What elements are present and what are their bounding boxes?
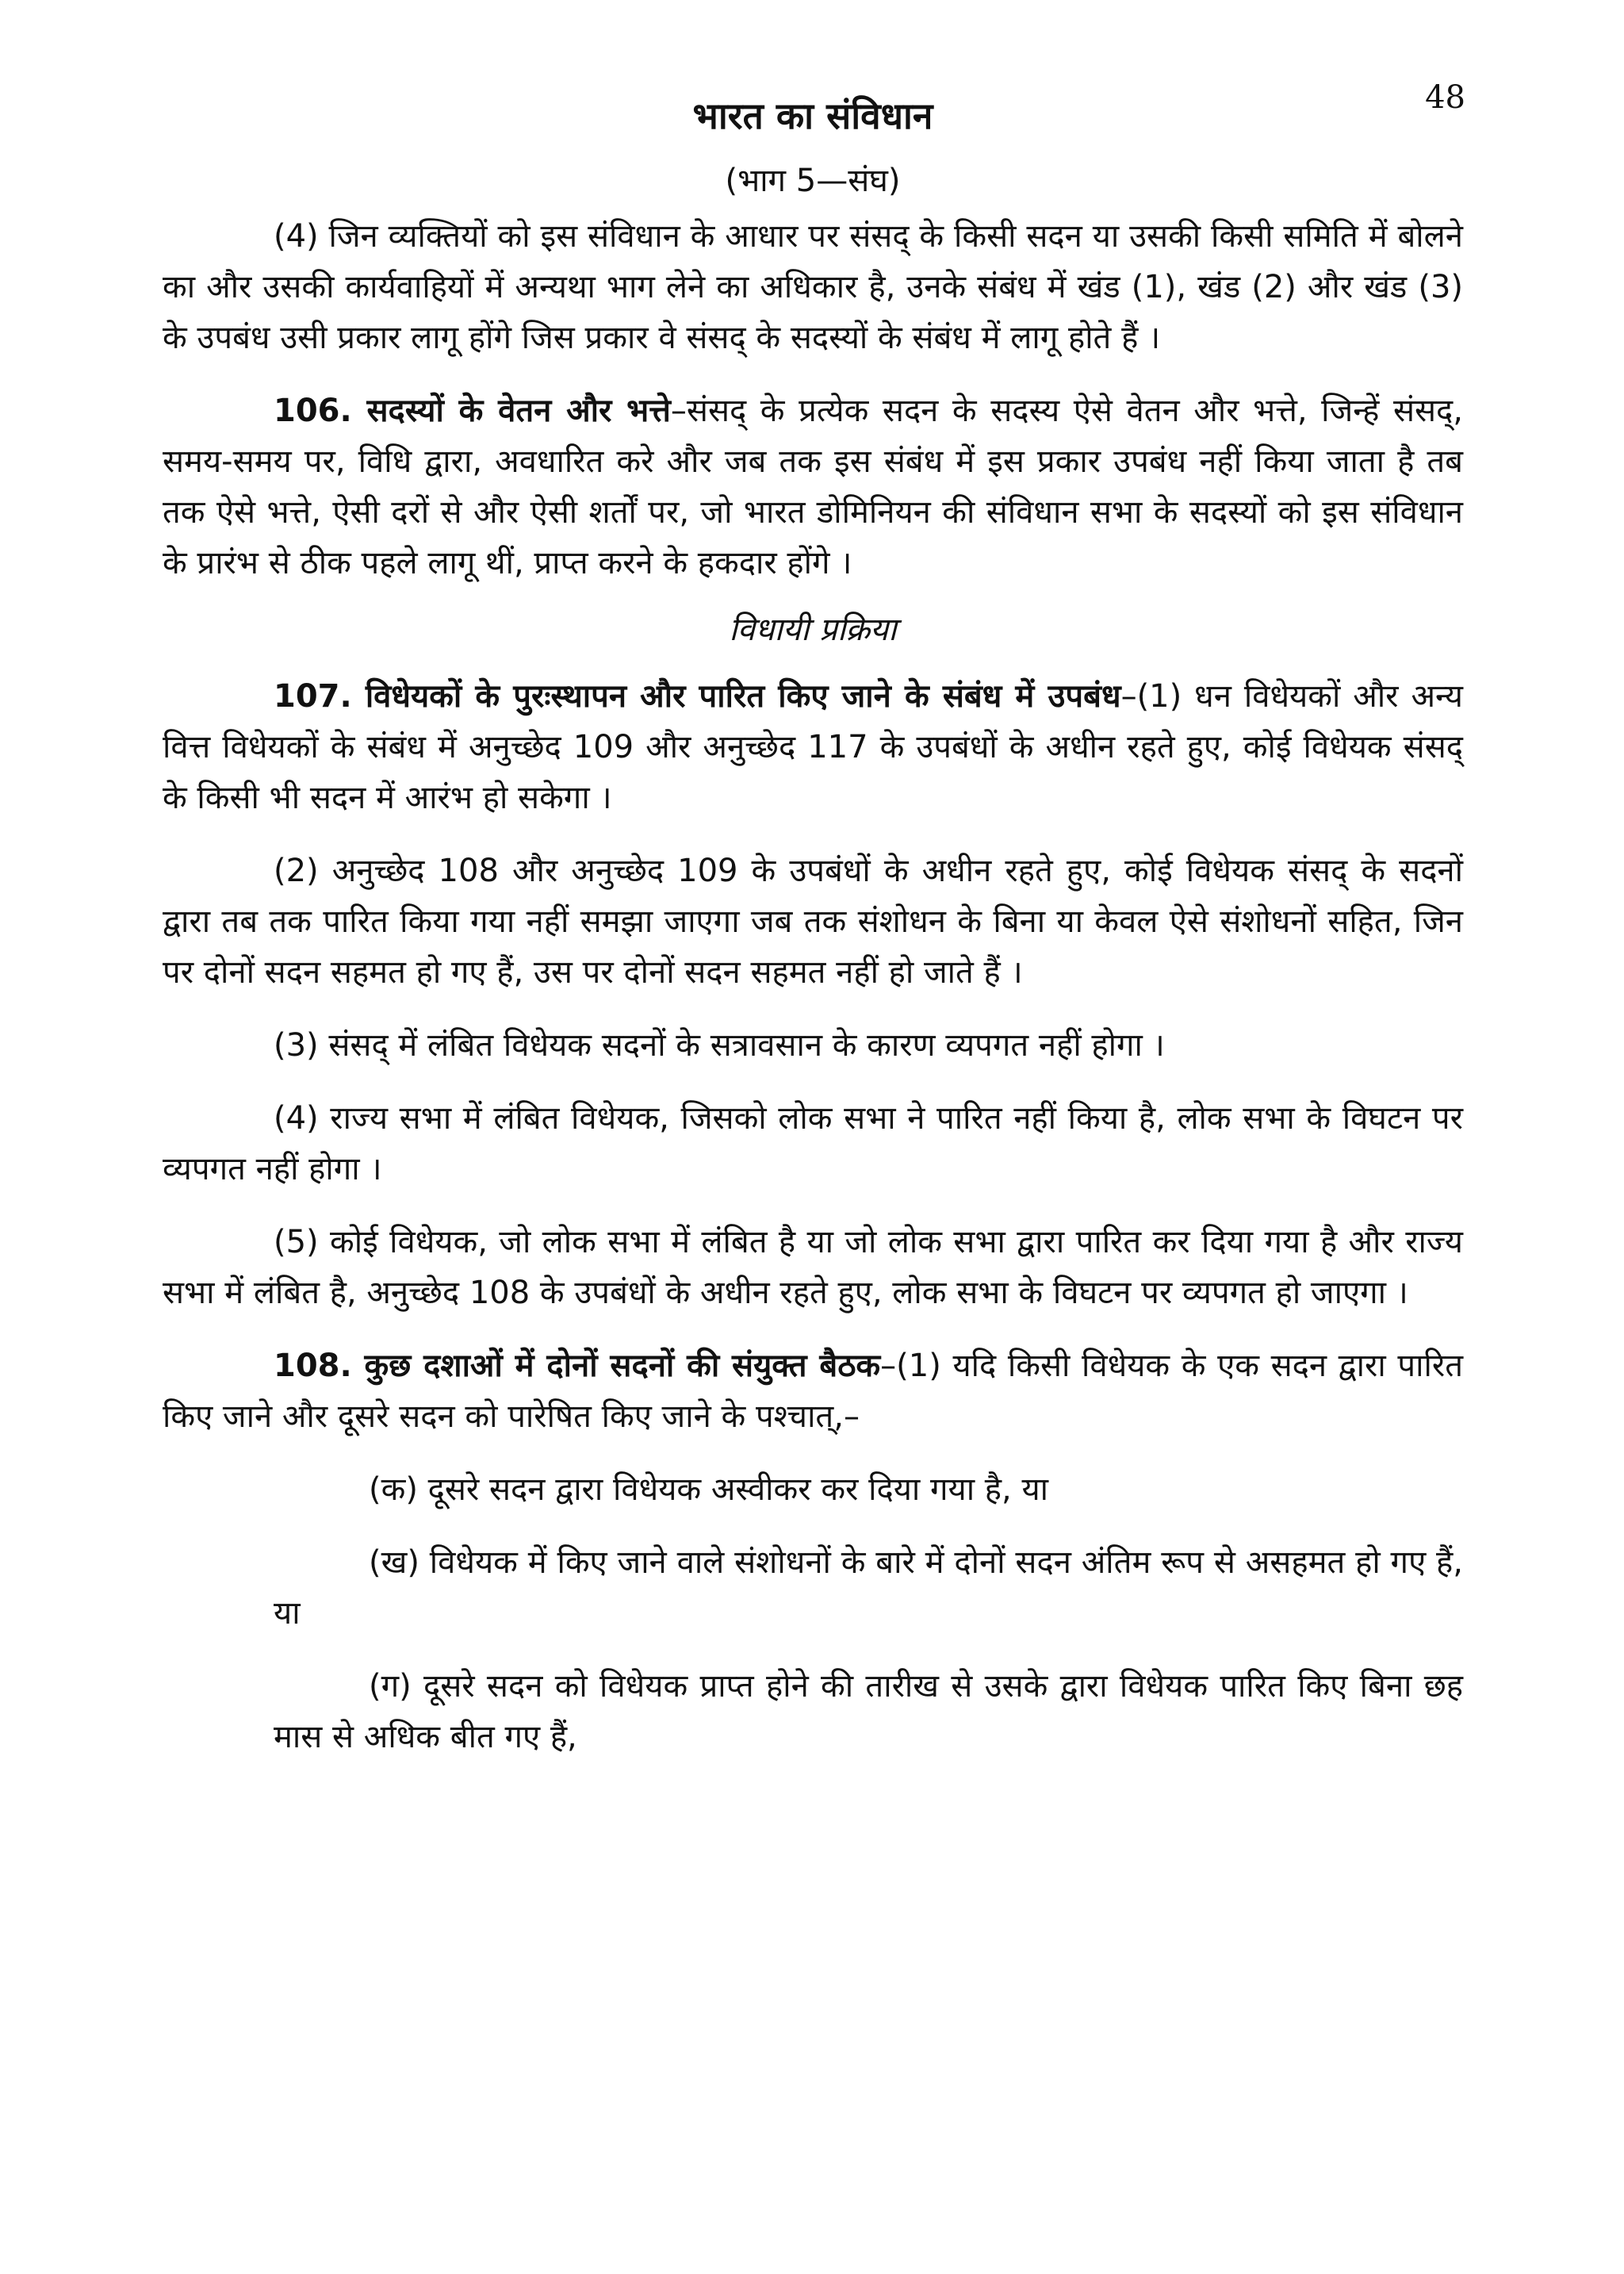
article-108 xyxy=(163,1340,1463,1442)
article-107-clause-3: (3) संसद् में लंबित विधेयक सदनों के सत्रावसान के कारण व्यपगत नहीं होगा । xyxy=(274,1027,1165,1064)
document-subtitle: (भाग 5—संघ) xyxy=(725,163,901,199)
article-108-sub-ga: (ग) दूसरे सदन को विधेयक प्राप्त होने की तारीख से उसके द्वारा विधेयक पारित किए बिना छह मास से अधिक बीत गए हैं, xyxy=(274,1668,1463,1755)
article-108-sub-kha: (ख) विधेयक में किए जाने वाले संशोधनों के बारे में दोनों सदन अंतिम रूप से असहमत हो गए हैं, या xyxy=(274,1544,1463,1632)
document-page xyxy=(163,79,1463,1785)
paragraph-clause-4: (4) जिन व्यक्तियों को इस संविधान के आधार पर संसद् के किसी सदन या उसकी किसी समिति में बोलने का और उसकी कार्यवाहियों में अन्यथा भाग लेने का अधिकार है, उनके संबंध में खंड (1), खंड (2) और खंड (3) के उपबंध उसी प्रकार लागू होंगे जिस प्रकार वे संसद् के सदस्यों के संबंध में लागू होते हैं । xyxy=(163,218,1463,356)
article-106 xyxy=(163,385,1463,589)
article-108-sub-ka: (क) दूसरे सदन द्वारा विधेयक अस्वीकर कर दिया गया है, या xyxy=(369,1471,1049,1508)
document-title: भारत का संविधान xyxy=(692,94,933,137)
article-107 xyxy=(163,671,1463,823)
article-108-text: –(1) यदि किसी विधेयक के एक सदन द्वारा पारित किए जाने और दूसरे सदन को पारेषित किए जाने के पश्चात्,– xyxy=(163,1348,1463,1435)
article-107-clause-4: (4) राज्य सभा में लंबित विधेयक, जिसको लोक सभा ने पारित नहीं किया है, लोक सभा के विघटन पर व्यपगत नहीं होगा । xyxy=(163,1100,1463,1187)
article-107-clause-2: (2) अनुच्छेद 108 और अनुच्छेद 109 के उपबंधों के अधीन रहते हुए, कोई विधेयक संसद् के सदनों द्वारा तब तक पारित किया गया नहीं समझा जाएगा जब तक संशोधन के बिना या केवल ऐसे संशोधनों सहित, जिन पर दोनों सदन सहमत हो गए हैं, उस पर दोनों सदन सहमत नहीं हो जाते हैं । xyxy=(163,853,1463,991)
article-108-heading: 108. कुछ दशाओं में दोनों सदनों की संयुक्त बैठक xyxy=(274,1348,881,1384)
article-107-heading: 107. विधेयकों के पुरःस्थापन और पारित किए जाने के संबंध में उपबंध xyxy=(274,678,1121,715)
section-heading: विधायी प्रक्रिया xyxy=(729,612,897,648)
article-106-heading: 106. सदस्यों के वेतन और भत्ते xyxy=(274,393,671,429)
article-107-text: –(1) धन विधेयकों और अन्य वित्त विधेयकों के संबंध में अनुच्छेद 109 और अनुच्छेद 117 के उपबंधों के अधीन रहते हुए, कोई विधेयक संसद् के किसी भी सदन में आरंभ हो सकेगा । xyxy=(163,678,1464,816)
article-106-text: –संसद् के प्रत्येक सदन के सदस्य ऐसे वेतन और भत्ते, जिन्हें संसद्, समय-समय पर, विधि द्वारा, अवधारित करे और जब तक इस संबंध में इस प्रकार उपबंध नहीं किया जाता है तब तक ऐसे भत्ते, ऐसी दरों से और ऐसी शर्तों पर, जो भारत डोमिनियन की संविधान सभा के सदस्यों को इस संविधान के प्रारंभ से ठीक पहले लागू थीं, प्राप्त करने के हकदार होंगे । xyxy=(163,393,1463,581)
page-number: 48 xyxy=(1425,79,1465,116)
article-107-clause-5: (5) कोई विधेयक, जो लोक सभा में लंबित है या जो लोक सभा द्वारा पारित कर दिया गया है और राज्य सभा में लंबित है, अनुच्छेद 108 के उपबंधों के अधीन रहते हुए, लोक सभा के विघटन पर व्यपगत हो जाएगा । xyxy=(163,1224,1463,1311)
